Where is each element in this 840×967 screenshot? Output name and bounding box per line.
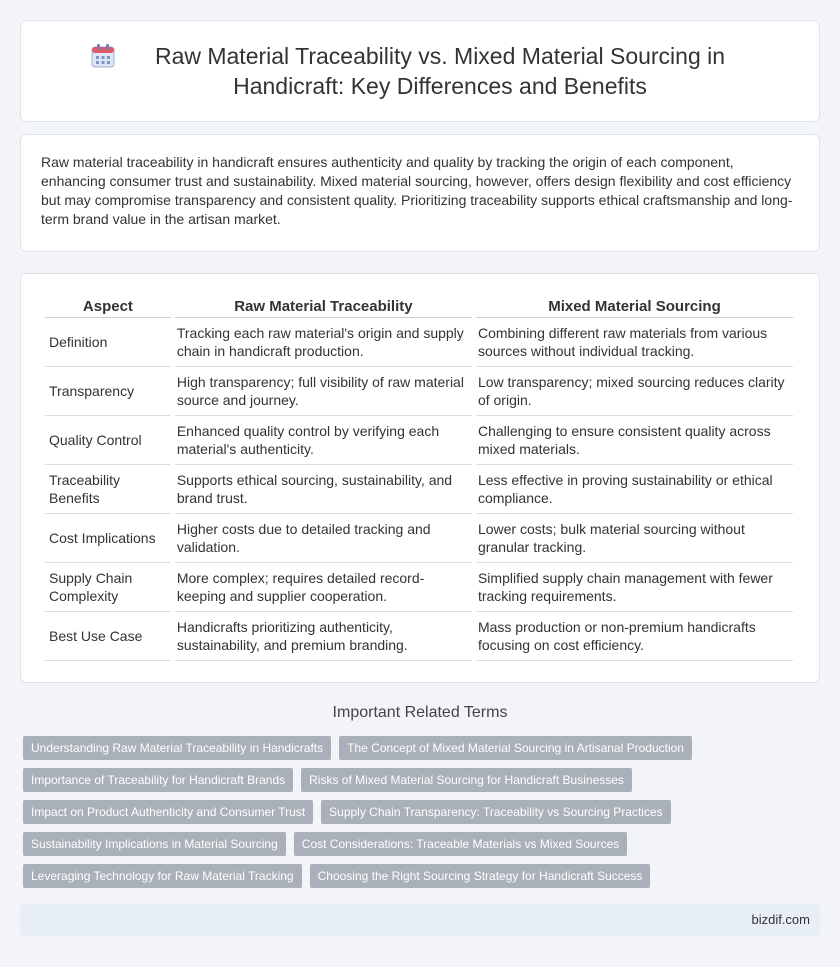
tag-row	[23, 832, 813, 856]
tag-row	[23, 864, 813, 888]
intro-card	[20, 134, 820, 252]
related-terms-list	[23, 736, 813, 896]
tag-row	[23, 800, 813, 824]
footer-site-link[interactable]: bizdif.com	[751, 912, 810, 927]
related-term-link[interactable]: Leveraging Technology for Raw Material Tracking	[23, 864, 302, 888]
page-title: Raw Material Traceability vs. Mixed Material Sourcing in Handicraft: Key Differences and Benefits	[154, 43, 726, 99]
raw-cell: Handicrafts prioritizing authenticity, sustainability, and premium branding.	[175, 612, 472, 661]
mixed-cell: Mass production or non-premium handicrafts focusing on cost efficiency.	[476, 612, 793, 661]
related-term-link[interactable]: Cost Considerations: Traceable Materials vs Mixed Sources	[294, 832, 627, 856]
column-header-aspect: Aspect	[45, 296, 171, 318]
comparison-table	[41, 296, 797, 661]
mixed-cell: Combining different raw materials from various sources without individual tracking.	[476, 318, 793, 367]
intro-text: Raw material traceability in handicraft ensures authenticity and quality by tracking the origin of each component, enhancing consumer trust and sustainability. Mixed material sourcing, however, offers design flexibility and cost efficiency but may compromise transparency and consistent quality. Prioritizing traceability supports ethical craftsmanship and long-term brand value in the artisan market.	[41, 154, 793, 227]
related-term-link[interactable]: Sustainability Implications in Material Sourcing	[23, 832, 286, 856]
related-term-link[interactable]: Understanding Raw Material Traceability in Handicrafts	[23, 736, 331, 760]
comparison-table-card	[20, 273, 820, 683]
related-term-link[interactable]: Impact on Product Authenticity and Consumer Trust	[23, 800, 313, 824]
raw-cell: High transparency; full visibility of raw material source and journey.	[175, 367, 472, 416]
aspect-cell: Quality Control	[45, 416, 171, 465]
column-header-mixed: Mixed Material Sourcing	[476, 296, 793, 318]
raw-cell: Supports ethical sourcing, sustainability, and brand trust.	[175, 465, 472, 514]
mixed-cell: Low transparency; mixed sourcing reduces clarity of origin.	[476, 367, 793, 416]
related-term-link[interactable]: Supply Chain Transparency: Traceability vs Sourcing Practices	[321, 800, 671, 824]
aspect-cell: Cost Implications	[45, 514, 171, 563]
calendar-icon	[90, 43, 116, 69]
related-term-link[interactable]: Risks of Mixed Material Sourcing for Handicraft Businesses	[301, 768, 632, 792]
mixed-cell: Lower costs; bulk material sourcing without granular tracking.	[476, 514, 793, 563]
aspect-cell: Traceability Benefits	[45, 465, 171, 514]
table-row	[45, 563, 793, 612]
footer	[20, 904, 820, 936]
table-row	[45, 465, 793, 514]
table-row	[45, 318, 793, 367]
header-card	[20, 20, 820, 122]
aspect-cell: Supply Chain Complexity	[45, 563, 171, 612]
tag-row	[23, 736, 813, 760]
table-row	[45, 612, 793, 661]
related-term-link[interactable]: Choosing the Right Sourcing Strategy for Handicraft Success	[310, 864, 651, 888]
column-header-raw: Raw Material Traceability	[175, 296, 472, 318]
aspect-cell: Transparency	[45, 367, 171, 416]
raw-cell: Enhanced quality control by verifying each material's authenticity.	[175, 416, 472, 465]
related-terms-title: Important Related Terms	[332, 704, 508, 721]
raw-cell: Tracking each raw material's origin and supply chain in handicraft production.	[175, 318, 472, 367]
raw-cell: More complex; requires detailed record-keeping and supplier cooperation.	[175, 563, 472, 612]
table-row	[45, 514, 793, 563]
table-row	[45, 416, 793, 465]
table-row	[45, 367, 793, 416]
related-term-link[interactable]: The Concept of Mixed Material Sourcing in Artisanal Production	[339, 736, 692, 760]
related-term-link[interactable]: Importance of Traceability for Handicraft Brands	[23, 768, 293, 792]
raw-cell: Higher costs due to detailed tracking and validation.	[175, 514, 472, 563]
table-header-row	[45, 296, 793, 318]
mixed-cell: Challenging to ensure consistent quality across mixed materials.	[476, 416, 793, 465]
title-wrap	[90, 41, 750, 101]
aspect-cell: Definition	[45, 318, 171, 367]
mixed-cell: Simplified supply chain management with fewer tracking requirements.	[476, 563, 793, 612]
tag-row	[23, 768, 813, 792]
aspect-cell: Best Use Case	[45, 612, 171, 661]
mixed-cell: Less effective in proving sustainability or ethical compliance.	[476, 465, 793, 514]
